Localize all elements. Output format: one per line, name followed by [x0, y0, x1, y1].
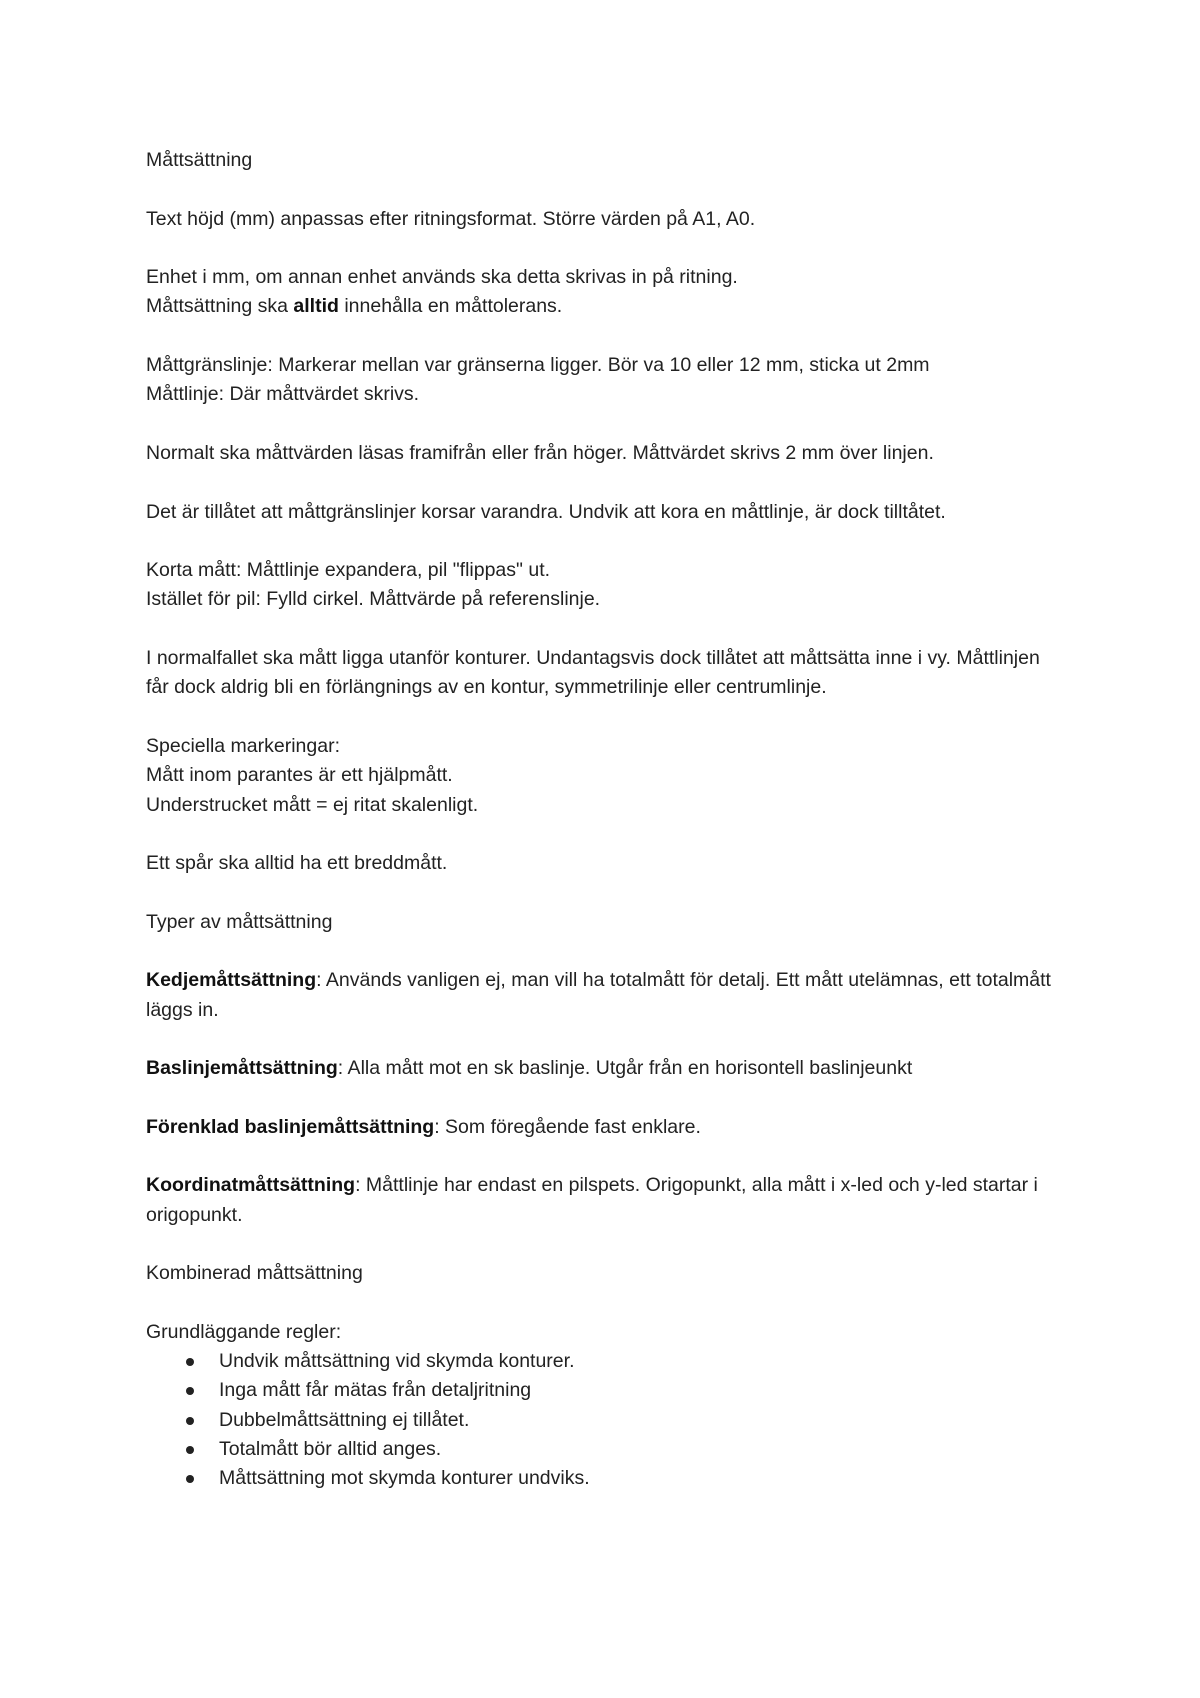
tolerance-paragraph [146, 292, 1066, 321]
reading-paragraph: Normalt ska måttvärden läsas framifrån eller från höger. Måttvärdet skrivs 2 mm över linjen. [146, 441, 934, 464]
special-markings-heading: Speciella markeringar: [146, 734, 341, 757]
document-body [146, 146, 1066, 1494]
coordinate-dimensioning-term: Koordinatmåttsättning [146, 1174, 356, 1197]
instead-arrow-paragraph: Istället för pil: Fylld cirkel. Måttvärde på referenslinje. [146, 588, 601, 611]
crossing-paragraph: Det är tillåtet att måttgränslinjer korsar varandra. Undvik att kora en måttlinje, är dock tilltåtet. [146, 500, 946, 523]
list-item: Undvik måttsättning vid skymda konturer. [219, 1347, 1066, 1376]
coordinate-dimensioning-text: : Måttlinje har endast en pilspets. Origopunkt, alla mått i x-led och y-led startar i origopunkt. [146, 1174, 1038, 1226]
contours-paragraph: I normalfallet ska mått ligga utanför konturer. Undantagsvis dock tillåtet att måttsätta inne i vy. Måttlinjen får dock aldrig bli en förlängnings av en kontur, symmetrilinje eller centrumlinje. [146, 647, 1040, 699]
text-height-paragraph: Text höjd (mm) anpassas efter ritningsformat. Större värden på A1, A0. [146, 207, 756, 230]
boundary-line-paragraph: Måttgränslinje: Markerar mellan var gränserna ligger. Bör va 10 eller 12 mm, sticka ut 2mm [146, 354, 930, 377]
baseline-dimensioning-paragraph [146, 1054, 1066, 1083]
dimension-line-paragraph: Måttlinje: Där måttvärdet skrivs. [146, 383, 420, 406]
chain-dimensioning-text: : Används vanligen ej, man vill ha totalmått för detalj. Ett mått utelämnas, ett totalmått läggs in. [146, 969, 1051, 1021]
coordinate-dimensioning-paragraph [146, 1171, 1066, 1230]
groove-paragraph: Ett spår ska alltid ha ett breddmått. [146, 852, 448, 875]
chain-dimensioning-paragraph [146, 966, 1066, 1025]
simplified-baseline-paragraph [146, 1113, 1066, 1142]
list-item: Totalmått bör alltid anges. [219, 1435, 1066, 1464]
list-item: Måttsättning mot skymda konturer undviks. [219, 1464, 1066, 1493]
unit-paragraph: Enhet i mm, om annan enhet används ska detta skrivas in på ritning. [146, 266, 738, 289]
special-parens-paragraph: Mått inom parantes är ett hjälpmått. [146, 764, 453, 787]
document-title: Måttsättning [146, 149, 253, 171]
types-heading: Typer av måttsättning [146, 910, 333, 933]
combined-dimensioning-heading: Kombinerad måttsättning [146, 1262, 363, 1285]
simplified-baseline-text: : Som föregående fast enklare. [434, 1115, 701, 1138]
tolerance-emphasis: alltid [293, 295, 339, 318]
simplified-baseline-term: Förenklad baslinjemåttsättning [146, 1115, 435, 1138]
basic-rules-heading: Grundläggande regler: [146, 1320, 342, 1343]
special-underline-paragraph: Understrucket mått = ej ritat skalenligt. [146, 793, 479, 816]
chain-dimensioning-term: Kedjemåttsättning [146, 969, 317, 992]
list-item: Dubbelmåttsättning ej tillåtet. [219, 1406, 1066, 1435]
baseline-dimensioning-text: : Alla mått mot en sk baslinje. Utgår från en horisontell baslinjeunkt [337, 1057, 913, 1080]
baseline-dimensioning-term: Baslinjemåttsättning [146, 1057, 338, 1080]
basic-rules-list [146, 1347, 1066, 1493]
tolerance-text-post: innehålla en måttolerans. [338, 295, 563, 318]
short-dimensions-paragraph: Korta mått: Måttlinje expandera, pil "flippas" ut. [146, 559, 551, 582]
list-item: Inga mått får mätas från detaljritning [219, 1376, 1066, 1405]
tolerance-text-pre: Måttsättning ska [146, 295, 294, 318]
